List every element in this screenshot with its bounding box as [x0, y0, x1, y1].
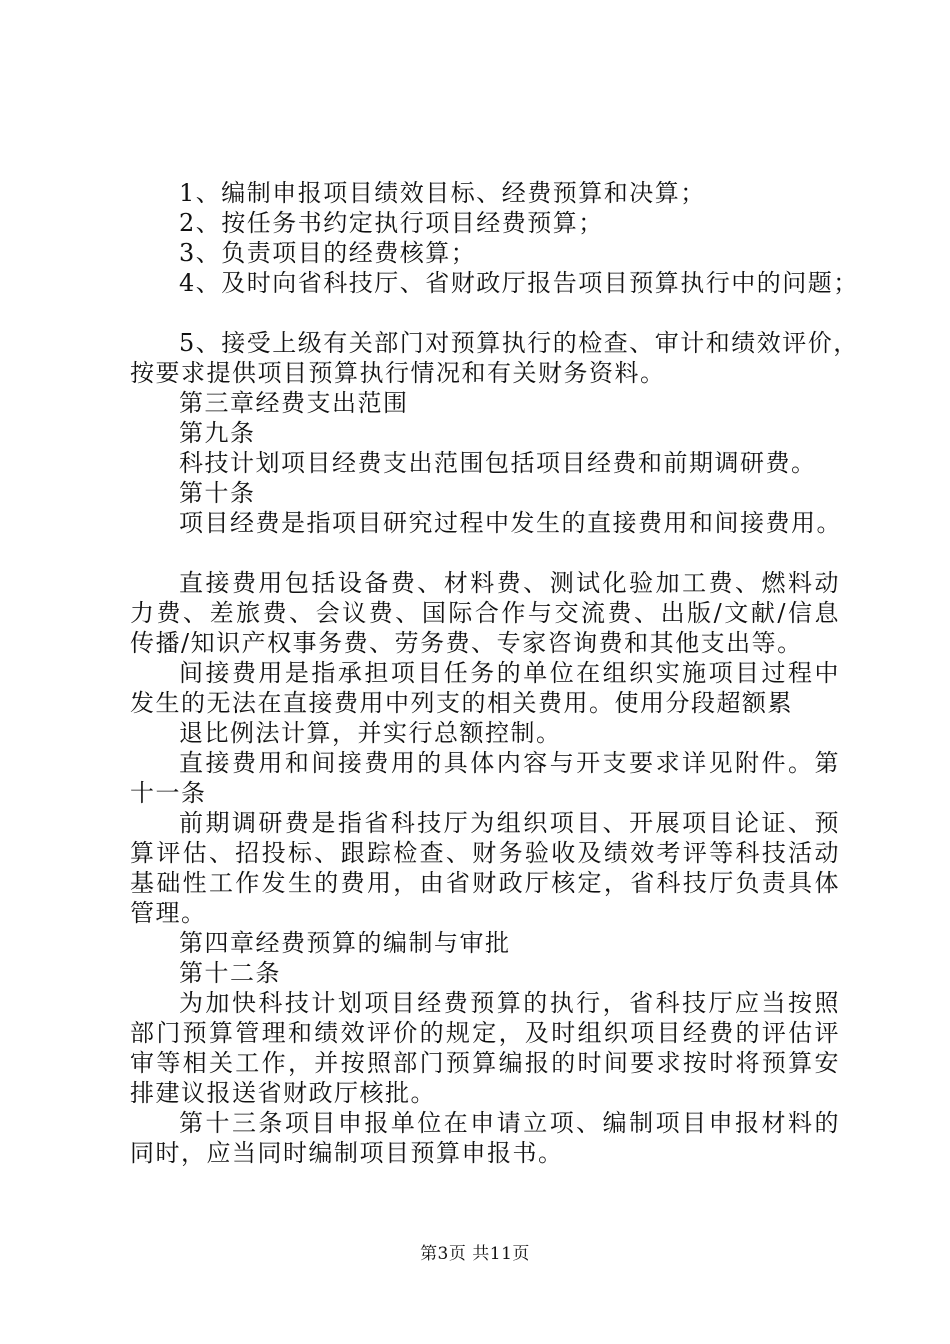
text-line: 1、编制申报项目绩效目标、经费预算和决算； [179, 179, 706, 207]
text-line: 部门预算管理和绩效评价的规定，及时组织项目经费的评估评 [130, 1019, 840, 1047]
text-line: 直接费用和间接费用的具体内容与开支要求详见附件。第 [179, 749, 840, 777]
page-number-footer: 第3页 共11页 [420, 1244, 530, 1264]
text-line: 发生的无法在直接费用中列支的相关费用。使用分段超额累 [130, 689, 793, 717]
document-body [130, 178, 859, 1168]
text-line: 为加快科技计划项目经费预算的执行，省科技厅应当按照 [179, 989, 840, 1017]
text-line: 基础性工作发生的费用，由省财政厅核定，省科技厅负责具体 [130, 869, 840, 897]
text-line: 5、接受上级有关部门对预算执行的检查、审计和绩效评价， [179, 329, 859, 357]
text-line: 4、及时向省科技厅、省财政厅报告项目预算执行中的问题； [179, 269, 859, 297]
text-line: 退比例法计算，并实行总额控制。 [179, 719, 562, 747]
text-line: 十一条 [130, 779, 207, 807]
text-line: 传播/知识产权事务费、劳务费、专家咨询费和其他支出等。 [130, 629, 803, 657]
text-line: 直接费用包括设备费、材料费、测试化验加工费、燃料动 [179, 569, 840, 597]
text-line: 按要求提供项目预算执行情况和有关财务资料。 [130, 359, 666, 387]
paragraph-gap [130, 298, 850, 328]
article-heading: 第十二条 [179, 959, 281, 987]
text-line: 2、按任务书约定执行项目经费预算； [179, 209, 604, 237]
text-line: 审等相关工作，并按照部门预算编报的时间要求按时将预算安 [130, 1049, 840, 1077]
paragraph-gap [130, 538, 850, 568]
chapter-heading: 第三章经费支出范围 [179, 389, 409, 417]
text-line: 3、负责项目的经费核算； [179, 239, 477, 267]
text-line: 科技计划项目经费支出范围包括项目经费和前期调研费。 [179, 449, 817, 477]
text-line: 算评估、招投标、跟踪检查、财务验收及绩效考评等科技活动 [130, 839, 840, 867]
text-line: 同时，应当同时编制项目预算申报书。 [130, 1139, 564, 1167]
article-heading: 第十条 [179, 479, 256, 507]
text-line: 前期调研费是指省科技厅为组织项目、开展项目论证、预 [179, 809, 840, 837]
text-line: 间接费用是指承担项目任务的单位在组织实施项目过程中 [179, 659, 840, 687]
text-line: 排建议报送省财政厅核批。 [130, 1079, 436, 1107]
text-line: 第十三条项目申报单位在申请立项、编制项目申报材料的 [179, 1109, 840, 1137]
text-line: 力费、差旅费、会议费、国际合作与交流费、出版/文献/信息 [130, 599, 840, 627]
article-heading: 第九条 [179, 419, 256, 447]
text-line: 项目经费是指项目研究过程中发生的直接费用和间接费用。 [179, 509, 842, 537]
text-line: 管理。 [130, 899, 207, 927]
chapter-heading: 第四章经费预算的编制与审批 [179, 929, 511, 957]
